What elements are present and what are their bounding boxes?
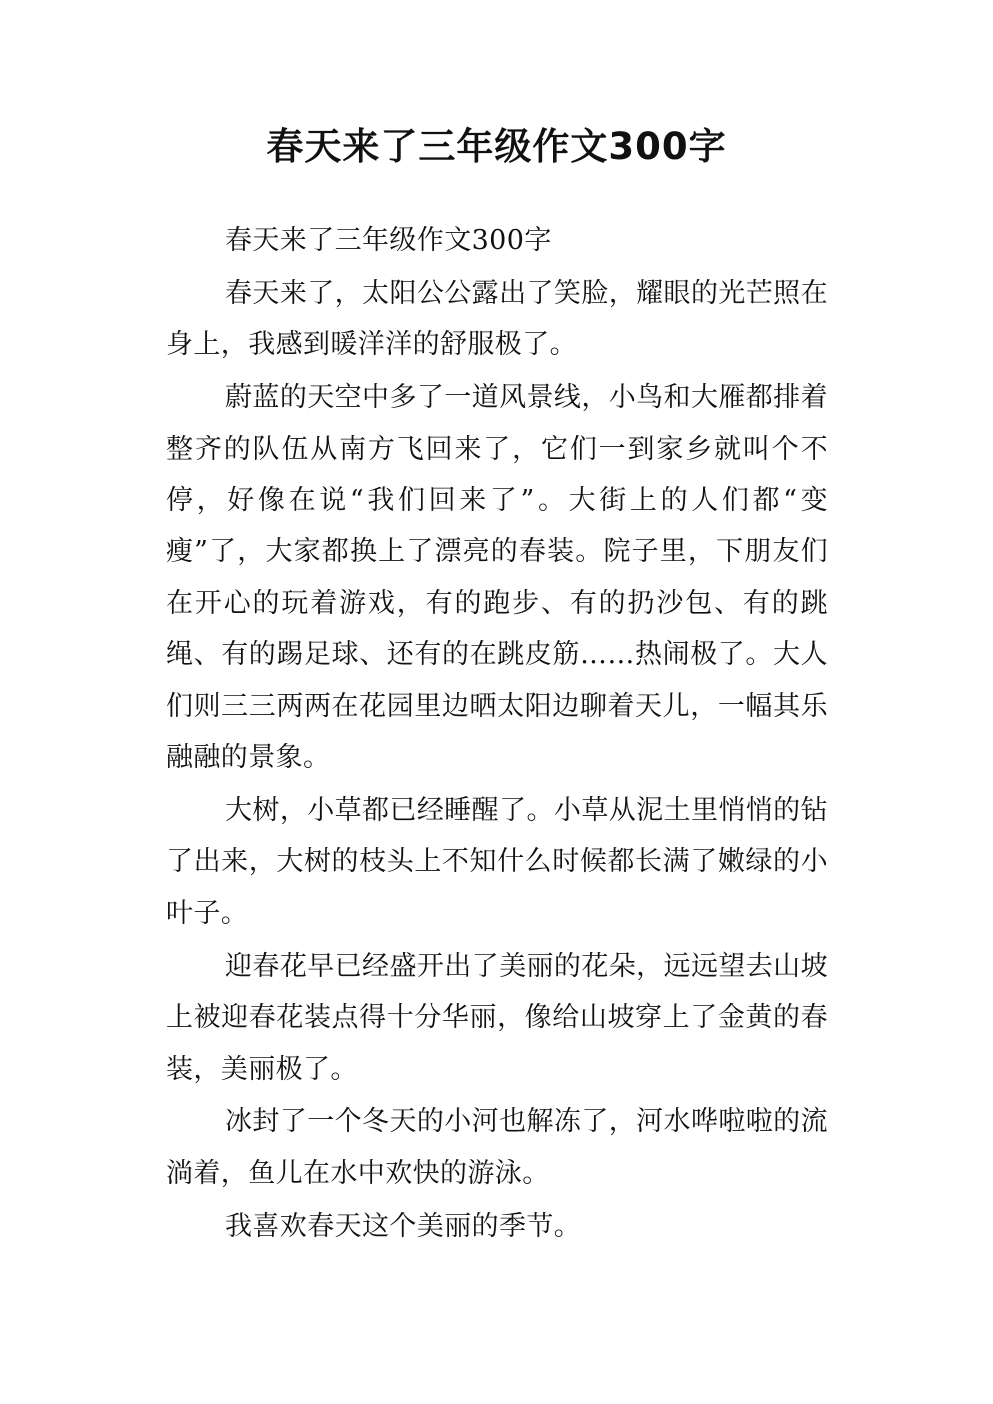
- paragraph-3: 大树，小草都已经睡醒了。小草从泥土里悄悄的钻了出来，大树的枝头上不知什么时候都长满了嫩绿的小叶子。: [166, 794, 828, 929]
- paragraph-6: 我喜欢春天这个美丽的季节。: [225, 1210, 582, 1242]
- paragraph-subtitle: 春天来了三年级作文300字: [225, 225, 552, 256]
- paragraph-2: 蔚蓝的天空中多了一道风景线，小鸟和大雁都排着整齐的队伍从南方飞回来了，它们一到家乡就叫个不停，好像在说“我们回来了”。大街上的人们都“变瘦”了，大家都换上了漂亮的春装。院子里，下朋友们在开心的玩着游戏，有的跑步、有的扔沙包、有的跳绳、有的踢足球、还有的在跳皮筋……热闹极了。大人们则三三两两在花园里边晒太阳边聊着天儿，一幅其乐融融的景象。: [166, 382, 828, 774]
- paragraph-4: 迎春花早已经盛开出了美丽的花朵，远远望去山坡上被迎春花装点得十分华丽，像给山坡穿上了金黄的春装，美丽极了。: [166, 950, 828, 1085]
- page-title: 春天来了三年级作文300字: [266, 125, 727, 168]
- document-body: [166, 215, 828, 1254]
- paragraph-5: 冰封了一个冬天的小河也解冻了，河水哗啦啦的流淌着，鱼儿在水中欢快的游泳。: [166, 1106, 828, 1189]
- paragraph-1: 春天来了，太阳公公露出了笑脸，耀眼的光芒照在身上，我感到暖洋洋的舒服极了。: [166, 277, 828, 361]
